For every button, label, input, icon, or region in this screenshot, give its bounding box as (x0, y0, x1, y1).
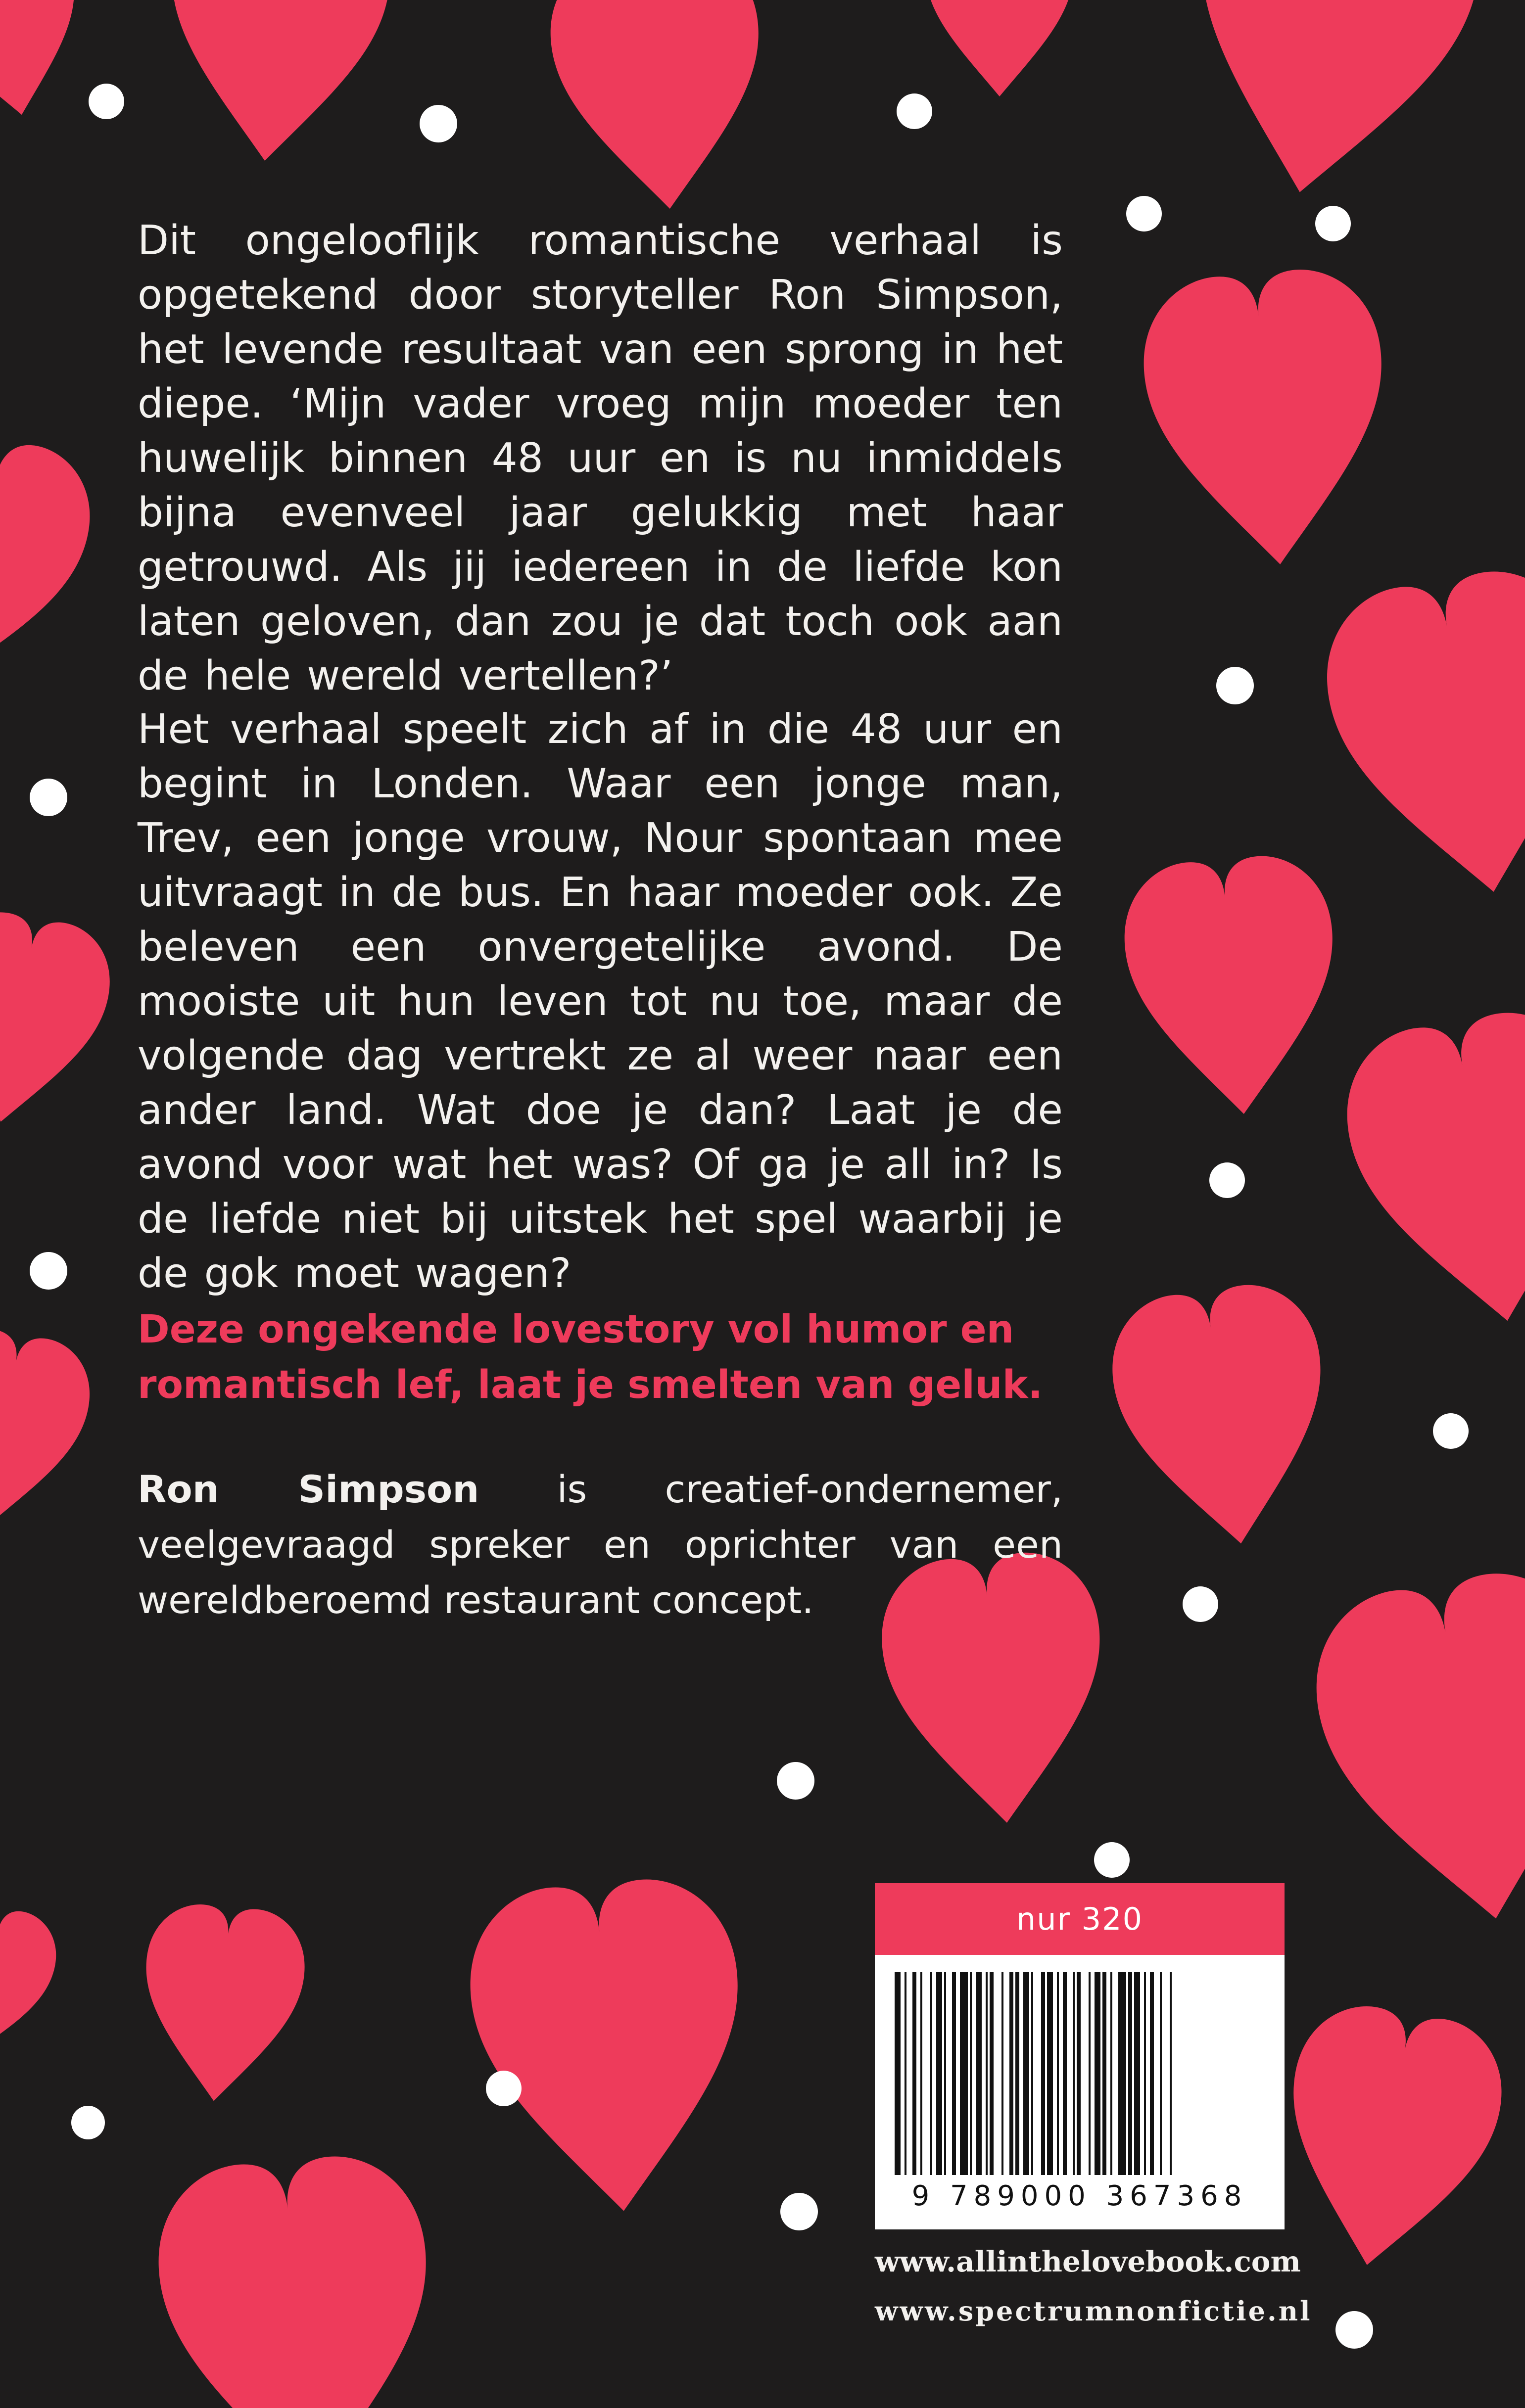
heart-icon (1163, 0, 1495, 216)
dot-icon (486, 2071, 522, 2106)
author-bio (138, 1462, 1063, 1628)
heart-icon (1102, 1276, 1344, 1558)
barcode-bar (1015, 1972, 1019, 2175)
dot-icon (1433, 1413, 1469, 1449)
barcode-bar (952, 1972, 956, 2175)
barcode-bar (1063, 1972, 1067, 2175)
website-link-book[interactable]: www.allinthelovebook.com (875, 2245, 1301, 2278)
barcode-bar (1102, 1972, 1106, 2175)
dot-icon (89, 84, 124, 119)
barcode-bar (1031, 1972, 1033, 2175)
barcode-bar (976, 1972, 982, 2175)
dot-icon (777, 1762, 814, 1800)
dot-icon (1335, 2311, 1373, 2349)
heart-icon (0, 903, 120, 1136)
barcode-bar (1089, 1972, 1091, 2175)
heart-icon (1312, 558, 1525, 914)
heart-icon (1118, 850, 1347, 1123)
barcode-bar (1128, 1972, 1132, 2175)
barcode-bar (936, 1972, 942, 2175)
barcode-bar (1047, 1972, 1053, 2175)
dot-icon (780, 2193, 818, 2230)
barcode-bar (944, 1972, 946, 2175)
barcode-bar (1150, 1972, 1154, 2175)
heart-icon (1265, 1995, 1514, 2283)
dot-icon (1183, 1586, 1218, 1622)
barcode-bar (1134, 1972, 1140, 2175)
dot-icon (30, 1252, 67, 1290)
author-bio-text: is creatief-ondernemer, veelgevraagd spreker en oprichter van een wereldberoemd restaurant concept. (138, 1467, 1063, 1622)
dot-icon (1216, 667, 1254, 704)
barcode-bar (1160, 1972, 1162, 2175)
dot-icon (420, 105, 457, 142)
barcode-bar (1001, 1972, 1003, 2175)
dot-icon (897, 93, 932, 129)
barcode-bar (960, 1972, 968, 2175)
dot-icon (71, 2106, 105, 2139)
barcode-bar (1041, 1972, 1045, 2175)
heart-icon (0, 1320, 99, 1539)
barcode-bar (1073, 1972, 1075, 2175)
barcode-bar (1057, 1972, 1059, 2175)
barcode-bar (1095, 1972, 1100, 2175)
barcode-bar (895, 1972, 901, 2175)
heart-icon (135, 1900, 309, 2108)
heart-icon (0, 1890, 67, 2076)
barcode-bar (1118, 1972, 1126, 2175)
synopsis-paragraph-1: Dit ongelooflijk romantische verhaal is opgetekend door storyteller Ron Simpson, het levende resultaat van een sprong in het diepe. ‘Mijn vader vroeg mijn moeder ten huwelijk binnen 48 uur en is nu inmiddels bijna evenveel jaar gelukkig met haar getrouwd. Als jij iedereen in de liefde kon laten geloven, dan zou je dat toch ook aan de hele wereld vertellen?’ (138, 217, 1063, 699)
barcode-bar (1110, 1972, 1112, 2175)
heart-icon (0, 0, 95, 128)
dot-icon (1315, 206, 1351, 241)
heart-icon (544, 0, 773, 218)
heart-icon (1300, 1559, 1525, 1943)
barcode-bar (986, 1972, 988, 2175)
barcode-bar (970, 1972, 972, 2175)
author-name: Ron Simpson (138, 1467, 479, 1511)
barcode-bar (930, 1972, 932, 2175)
barcode-bar (1009, 1972, 1013, 2175)
barcode-bar (912, 1972, 916, 2175)
dot-icon (30, 779, 67, 816)
isbn-number: 9 789000 367368 (911, 2180, 1248, 2212)
barcode-icon (895, 1972, 1265, 2175)
website-link-publisher[interactable]: www.spectrumnonfictie.nl (875, 2295, 1312, 2327)
barcode-bar (990, 1972, 994, 2175)
heart-icon (156, 0, 396, 170)
barcode-bar (1170, 1972, 1172, 2175)
synopsis-paragraph-2: Het verhaal speelt zich af in die 48 uur en begint in Londen. Waar een jonge man, Trev, een jonge vrouw, Nour spontaan mee uitvraagt in de bus. En haar moeder ook. Ze beleven een onvergetelijke avond. De mooiste uit hun leven tot nu toe, maar de volgende dag vertrekt ze al weer naar een ander land. Wat doe je dan? Laat je de avond voor wat het was? Of ga je all in? Is de liefde niet bij uitstek het spel waarbij je de gok moet wagen? (138, 706, 1063, 1297)
heart-icon (150, 2149, 445, 2408)
heart-icon (1137, 263, 1399, 575)
heart-icon (1333, 1000, 1525, 1342)
dot-icon (1094, 1842, 1130, 1878)
dot-icon (1126, 196, 1162, 232)
barcode-panel (875, 1883, 1285, 2229)
barcode-bar (1023, 1972, 1029, 2175)
barcode-bar (1077, 1972, 1081, 2175)
barcode-bar (905, 1972, 906, 2175)
heart-icon (0, 411, 107, 711)
heart-icon (462, 1872, 757, 2223)
barcode-bar (920, 1972, 922, 2175)
heart-icon (925, 0, 1074, 96)
nur-code: nur 320 (875, 1883, 1285, 1955)
barcode-bar (1144, 1972, 1146, 2175)
dot-icon (1209, 1162, 1245, 1198)
tagline: Deze ongekende lovestory vol humor en romantisch lef, laat je smelten van geluk. (138, 1307, 1043, 1407)
